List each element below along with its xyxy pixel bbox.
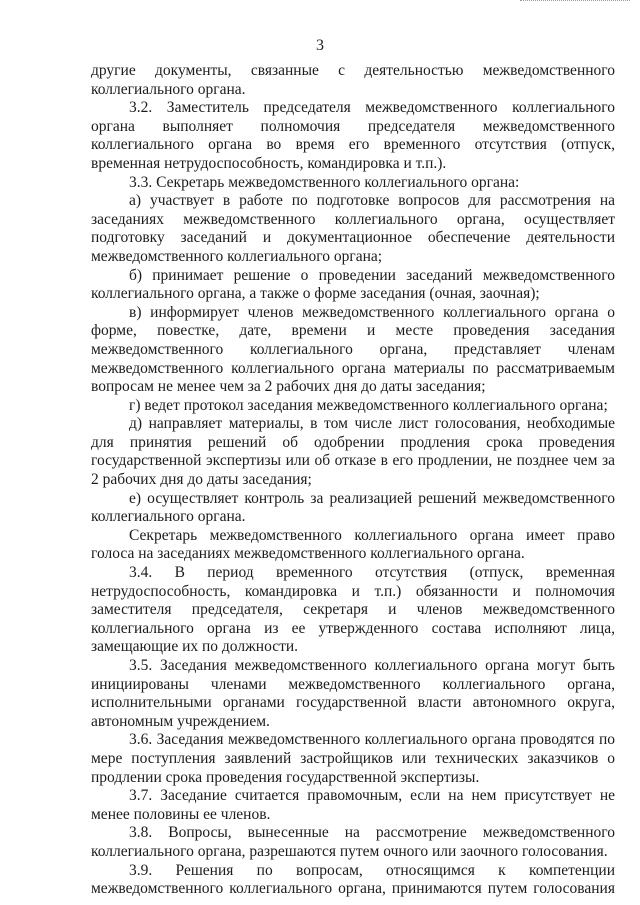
paragraph-3-5: 3.5. Заседания межведомственного коллегиального органа могут быть инициированы членами межведомственного коллегиального органа, исполнительными органами государственной власти автономного округа, автономным учреждением. — [91, 657, 615, 730]
scan-edge-mark — [520, 0, 630, 3]
paragraph-3-8: 3.8. Вопросы, вынесенные на рассмотрение межведомственного коллегиального органа, разрешаются путем очного или заочного голосования. — [91, 824, 615, 860]
page-number: 3 — [316, 37, 324, 54]
paragraph-secretary-vote: Секретарь межведомственного коллегиального органа имеет право голоса на заседаниях межведомственного коллегиального органа. — [91, 526, 615, 563]
paragraph-3-6: 3.6. Заседания межведомственного коллегиального органа проводятся по мере поступления заявлений застройщиков или технических заказчиков о продлении срока проведения государственной экспертизы. — [91, 731, 615, 786]
paragraph-3-3-g: г) ведет протокол заседания межведомственного коллегиального органа; — [129, 396, 608, 414]
paragraph-3-3-e: е) осуществляет контроль за реализацией решений межведомственного коллегиального органа. — [91, 489, 615, 526]
paragraph-3-4: 3.4. В период временного отсутствия (отпуск, временная нетрудоспособность, командировка и т.п.) обязанности и полномочия заместителя председателя, секретаря и членов межведомственного коллегиального органа из ее утвержденного состава исполняют лица, замещающие их по должности. — [91, 564, 615, 656]
paragraph-3-7: 3.7. Заседание считается правомочным, если на нем присутствует не менее половины ее членов. — [91, 787, 615, 823]
document-body — [91, 62, 615, 899]
paragraph-3-3: 3.3. Секретарь межведомственного коллегиального органа: — [129, 173, 520, 191]
paragraph-3-3-d: д) направляет материалы, в том числе лист голосования, необходимые для принятия решений об одобрении продления срока проведения государственной экспертизы или об отказе в его продлении, не позднее чем за 2 рабочих дня до даты заседания; — [91, 415, 615, 489]
paragraph-3-2: 3.2. Заместитель председателя межведомственного коллегиального органа выполняет полномочия председателя межведомственного коллегиального органа во время его временного отсутствия (отпуск, временная нетрудоспособность, командировка и т.п.). — [91, 99, 615, 172]
paragraph-3-9: 3.9. Решения по вопросам, относящимся к компетенции межведомственного коллегиального органа, принимаются путем голосования — [91, 861, 615, 898]
paragraph-3-3-v: в) информирует членов межведомственного коллегиального органа о форме, повестке, дате, времени и месте проведения заседания межведомственного коллегиального органа, представляет членам межведомственного коллегиального органа материалы по рассматриваемым вопросам не менее чем за 2 рабочих дня до даты заседания; — [91, 303, 615, 396]
paragraph-3-3-b: б) принимает решение о проведении заседаний межведомственного коллегиального органа, а также о форме заседания (очная, заочная); — [91, 266, 615, 303]
paragraph-3-3-a: а) участвует в работе по подготовке вопросов для рассмотрения на заседаниях межведомственного коллегиального органа, осуществляет подготовку заседаний и документационное обеспечение деятельности межведомственного коллегиального органа; — [91, 192, 615, 265]
paragraph-continuation: другие документы, связанные с деятельностью межведомственного коллегиального органа. — [91, 62, 615, 98]
